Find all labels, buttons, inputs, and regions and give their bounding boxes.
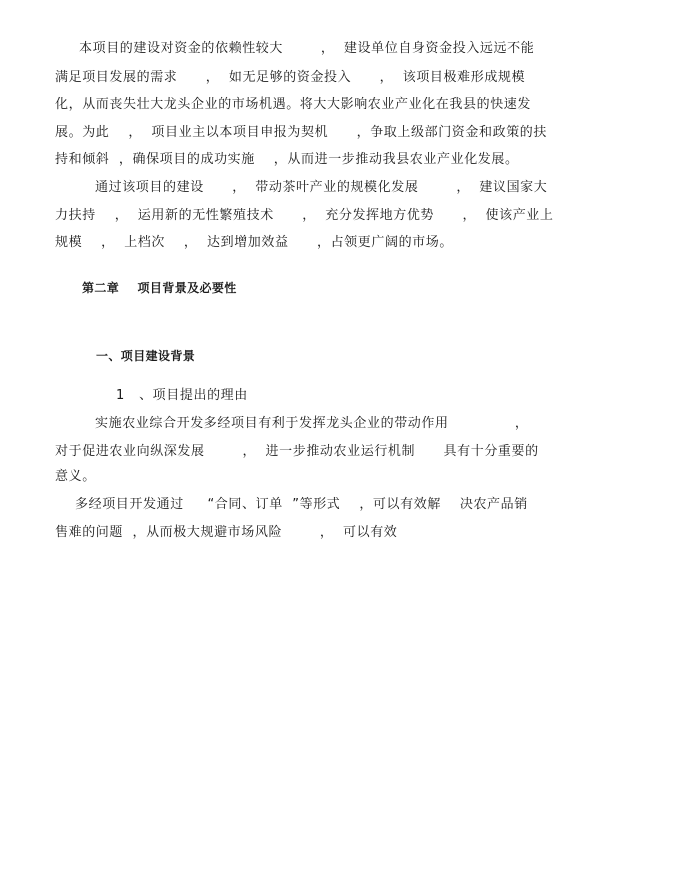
section-heading: 一、项目建设背景 (96, 349, 196, 363)
paragraph-4-line-1: 多经项目开发通过 “合同、订单 ”等形式 ，可以有效解 决农产品销 (75, 497, 528, 512)
paragraph-1-line-3: 化，从而丧失壮大龙头企业的市场机遇。将大大影响农业产业化在我县的快速发 (55, 97, 532, 112)
subsection-heading: 1 、项目提出的理由 (116, 388, 248, 403)
paragraph-2-line-3: 规模 ， 上档次 ， 达到增加效益 ，占领更广阔的市场。 (55, 235, 453, 250)
paragraph-1-line-1: 本项目的建设对资金的依赖性较大 ， 建设单位自身资金投入远远不能 (79, 41, 535, 56)
paragraph-1-line-5: 持和倾斜 ，确保项目的成功实施 ，从而进一步推动我县农业产业化发展。 (55, 152, 519, 167)
paragraph-2-line-2: 力扶持 ， 运用新的无性繁殖技术 ， 充分发挥地方优势 ， 使该产业上 (55, 208, 554, 223)
paragraph-4-line-2: 售难的问题 ，从而极大规避市场风险 ， 可以有效 (55, 525, 398, 540)
paragraph-1-line-4: 展。为此 ， 项目业主以本项目申报为契机 ，争取上级部门资金和政策的扶 (55, 125, 547, 140)
paragraph-2-line-1: 通过该项目的建设 ， 带动茶叶产业的规模化发展 ， 建议国家大 (95, 180, 548, 195)
paragraph-3-line-3: 意义。 (55, 469, 96, 484)
chapter-heading: 第二章 项目背景及必要性 (82, 281, 237, 295)
paragraph-3-line-2: 对于促进农业向纵深发展 ， 进一步推动农业运行机制 具有十分重要的 (55, 444, 539, 459)
paragraph-3-line-1: 实施农业综合开发多经项目有利于发挥龙头企业的带动作用 ， (95, 416, 529, 431)
paragraph-1-line-2: 满足项目发展的需求 ， 如无足够的资金投入 ， 该项目极难形成规模 (55, 70, 526, 85)
